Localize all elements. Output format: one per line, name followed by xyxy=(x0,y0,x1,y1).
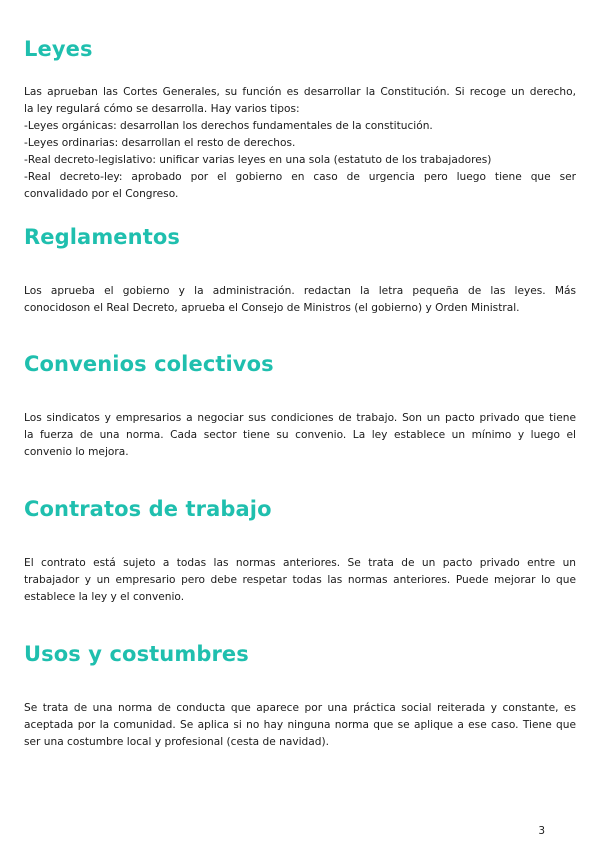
paragraph-line: trabajador y un empresario pero debe respetar todas las normas anteriores. Puede mejorar lo que xyxy=(24,574,576,586)
section-title: Leyes xyxy=(24,37,93,61)
section-convenios-colectivos xyxy=(24,351,576,461)
section-title: Convenios colectivos xyxy=(24,352,274,376)
section-body xyxy=(24,555,576,606)
page-number: 3 xyxy=(538,825,545,837)
paragraph-line: Los sindicatos y empresarios a negociar sus condiciones de trabajo. Son un pacto privado que tiene xyxy=(24,412,576,424)
section-reglamentos xyxy=(24,224,576,317)
section-body xyxy=(24,700,576,751)
section-body xyxy=(24,84,576,203)
paragraph-line: Las aprueban las Cortes Generales, su función es desarrollar la Constitución. Si recoge un derecho, xyxy=(24,86,576,98)
section-body xyxy=(24,283,576,317)
paragraph-line: la fuerza de una norma. Cada sector tiene su convenio. La ley establece un mínimo y luego el xyxy=(24,429,576,441)
paragraph-line: convenio lo mejora. xyxy=(24,446,129,458)
section-title: Usos y costumbres xyxy=(24,642,249,666)
section-usos-y-costumbres xyxy=(24,641,576,751)
section-title: Reglamentos xyxy=(24,225,180,249)
paragraph-line: -Leyes ordinarias: desarrollan el resto de derechos. xyxy=(24,137,296,149)
paragraph-line: Se trata de una norma de conducta que aparece por una práctica social reiterada y constante, es xyxy=(24,702,576,714)
section-leyes xyxy=(24,36,576,203)
paragraph-line: -Leyes orgánicas: desarrollan los derechos fundamentales de la constitución. xyxy=(24,120,433,132)
paragraph-line: ser una costumbre local y profesional (cesta de navidad). xyxy=(24,736,329,748)
paragraph-line: la ley regulará cómo se desarrolla. Hay varios tipos: xyxy=(24,103,300,115)
paragraph-line: -Real decreto-legislativo: unificar varias leyes en una sola (estatuto de los trabajadores) xyxy=(24,154,492,166)
paragraph-line: -Real decreto-ley: aprobado por el gobierno en caso de urgencia pero luego tiene que ser xyxy=(24,171,576,183)
section-contratos-de-trabajo xyxy=(24,496,576,606)
section-title: Contratos de trabajo xyxy=(24,497,272,521)
paragraph-line: establece la ley y el convenio. xyxy=(24,591,185,603)
paragraph-line: El contrato está sujeto a todas las normas anteriores. Se trata de un pacto privado entre un xyxy=(24,557,576,569)
paragraph-line: convalidado por el Congreso. xyxy=(24,188,179,200)
section-body xyxy=(24,410,576,461)
paragraph-line: aceptada por la comunidad. Se aplica si no hay ninguna norma que se aplique a ese caso. Tiene que xyxy=(24,719,576,731)
paragraph-line: Los aprueba el gobierno y la administración. redactan la letra pequeña de las leyes. Más xyxy=(24,285,576,297)
paragraph-line: conocidoson el Real Decreto, aprueba el Consejo de Ministros (el gobierno) y Orden Ministral. xyxy=(24,302,520,314)
